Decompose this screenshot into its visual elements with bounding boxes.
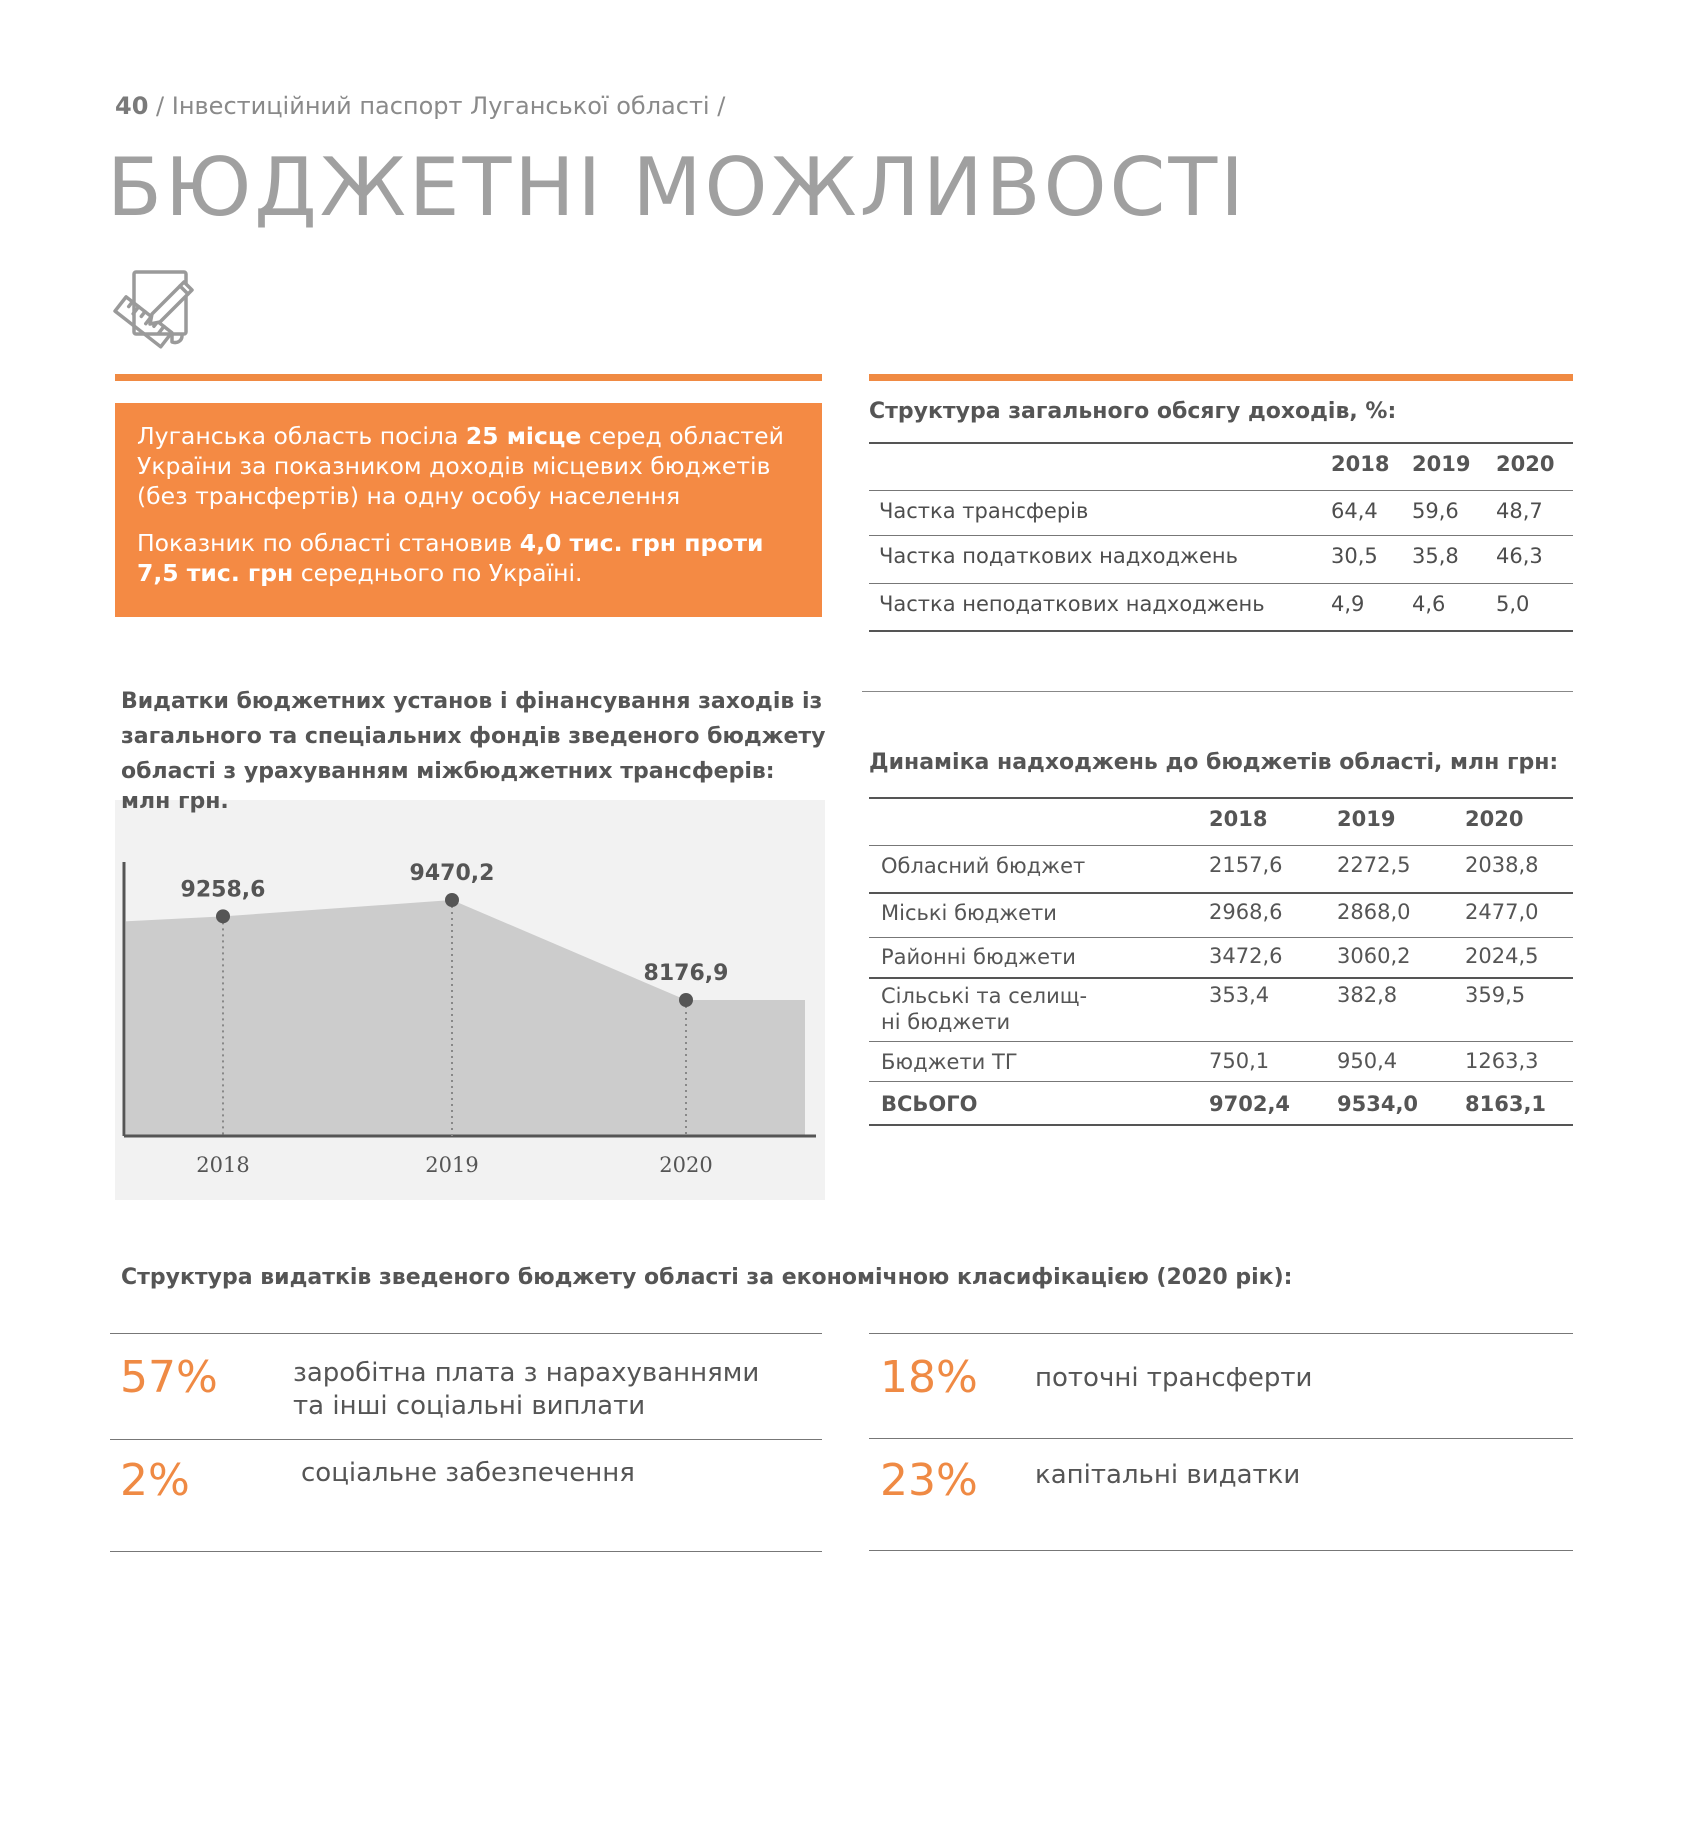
table-rule <box>869 892 1573 894</box>
x-tick-label: 2019 <box>425 1153 479 1177</box>
divider <box>110 1551 822 1552</box>
data-point <box>216 909 230 923</box>
total-value: 8163,1 <box>1465 1092 1547 1116</box>
row-label: Частка трансферів <box>879 499 1089 523</box>
cell-value: 59,6 <box>1412 499 1459 523</box>
total-value: 9534,0 <box>1337 1092 1419 1116</box>
cell-value: 5,0 <box>1496 592 1530 616</box>
cell-value: 30,5 <box>1331 544 1378 568</box>
divider <box>110 1333 822 1334</box>
year-header: 2018 <box>1331 452 1390 476</box>
cell-value: 2868,0 <box>1337 900 1411 924</box>
cell-value: 3060,2 <box>1337 944 1411 968</box>
percent-value: 18% <box>880 1352 978 1403</box>
table-rule <box>869 1124 1573 1126</box>
orange-divider-left <box>115 374 822 381</box>
divider <box>869 1333 1573 1334</box>
chart-unit: млн грн. <box>121 789 229 814</box>
cell-value: 359,5 <box>1465 983 1526 1007</box>
cell-value: 4,9 <box>1331 592 1365 616</box>
row-label: Обласний бюджет <box>881 854 1086 878</box>
percent-label: соціальне забезпечення <box>301 1458 635 1488</box>
cell-value: 353,4 <box>1209 983 1270 1007</box>
data-point <box>445 893 459 907</box>
percent-label: поточні трансферти <box>1035 1363 1313 1393</box>
orange-divider-right <box>869 374 1573 381</box>
cell-value: 46,3 <box>1496 544 1543 568</box>
row-label: Міські бюджети <box>881 901 1057 925</box>
running-header <box>115 92 725 120</box>
income-dynamics-title: Динаміка надходжень до бюджетів області, млн грн: <box>869 750 1559 775</box>
total-value: 9702,4 <box>1209 1092 1291 1116</box>
row-label: Бюджети ТГ <box>881 1050 1018 1074</box>
pencil-ruler-icon <box>112 262 202 352</box>
highlight-box <box>115 403 822 617</box>
cell-value: 35,8 <box>1412 544 1459 568</box>
table-rule <box>869 845 1573 846</box>
row-label: Частка податкових надходжень <box>879 544 1238 568</box>
percent-label: капітальні видатки <box>1035 1460 1301 1490</box>
table-rule <box>869 630 1573 632</box>
divider <box>869 1438 1573 1439</box>
section-divider <box>862 691 1573 692</box>
cell-value: 950,4 <box>1337 1049 1398 1073</box>
row-label: Частка неподаткових надходжень <box>879 592 1265 616</box>
table-rule <box>869 490 1573 491</box>
percent-value: 23% <box>880 1455 978 1506</box>
page-title: БЮДЖЕТНІ МОЖЛИВОСТІ <box>107 141 1247 234</box>
total-label: ВСЬОГО <box>881 1092 978 1116</box>
cell-value: 1263,3 <box>1465 1049 1539 1073</box>
percent-value: 57% <box>120 1352 218 1403</box>
page-number: 40 <box>115 92 149 120</box>
highlight-paragraph-1: Луганська область посіла 25 місце серед областей України за показником доходів місцевих бюджетів (без трансфертів) на одну особу населення <box>137 422 784 510</box>
year-header: 2020 <box>1465 807 1524 831</box>
percent-label: заробітна плата з нарахуваннями та інші соціальні виплати <box>293 1358 760 1421</box>
table-row <box>869 588 1573 628</box>
row-label: Сільські та селищ- ні бюджети <box>881 984 1088 1034</box>
cell-value: 2038,8 <box>1465 853 1539 877</box>
data-point <box>679 993 693 1007</box>
divider <box>869 1550 1573 1551</box>
table-rule <box>869 797 1573 799</box>
running-header-text: / Інвестиційний паспорт Луганської області / <box>156 92 726 120</box>
cell-value: 750,1 <box>1209 1049 1270 1073</box>
cell-value: 2157,6 <box>1209 853 1283 877</box>
year-header: 2019 <box>1337 807 1396 831</box>
cell-value: 2024,5 <box>1465 944 1539 968</box>
expense-structure-title: Структура видатків зведеного бюджету області за економічною класифікацією (2020 рік): <box>121 1265 1293 1290</box>
expenses-area-chart <box>115 800 825 1200</box>
cell-value: 2272,5 <box>1337 853 1411 877</box>
area-series <box>126 900 805 1136</box>
cell-value: 48,7 <box>1496 499 1543 523</box>
year-header: 2020 <box>1496 452 1555 476</box>
revenue-header-row <box>869 446 1573 490</box>
cell-value: 3472,6 <box>1209 944 1283 968</box>
cell-value: 2477,0 <box>1465 900 1539 924</box>
cell-value: 4,6 <box>1412 592 1446 616</box>
table-rule <box>869 583 1573 584</box>
year-header: 2019 <box>1412 452 1471 476</box>
cell-value: 382,8 <box>1337 983 1398 1007</box>
table-rule <box>869 1041 1573 1042</box>
table-rule <box>869 442 1573 444</box>
expenses-chart-title: Видатки бюджетних установ і фінансування заходів із загального та спеціальних фондів зведеного бюджету області з урахуванням міжбюджетних трансферів: <box>121 689 826 784</box>
year-header: 2018 <box>1209 807 1268 831</box>
percent-value: 2% <box>120 1455 190 1506</box>
cell-value: 64,4 <box>1331 499 1378 523</box>
table-row <box>869 540 1573 580</box>
revenue-structure-title: Структура загального обсягу доходів, %: <box>869 399 1397 424</box>
row-label: Районні бюджети <box>881 945 1076 969</box>
x-tick-label: 2020 <box>659 1153 713 1177</box>
data-label: 9470,2 <box>409 861 495 886</box>
cell-value: 2968,6 <box>1209 900 1283 924</box>
table-rule <box>869 977 1573 979</box>
x-tick-label: 2018 <box>196 1153 250 1177</box>
data-label: 9258,6 <box>180 877 266 903</box>
table-rule <box>869 535 1573 536</box>
table-rule <box>869 937 1573 938</box>
table-row <box>869 494 1573 534</box>
divider <box>110 1439 822 1440</box>
data-label: 8176,9 <box>643 961 729 986</box>
highlight-paragraph-2: Показник по області становив 4,0 тис. грн проти 7,5 тис. грн середнього по Україні. <box>137 529 764 587</box>
table-rule <box>869 1081 1573 1082</box>
